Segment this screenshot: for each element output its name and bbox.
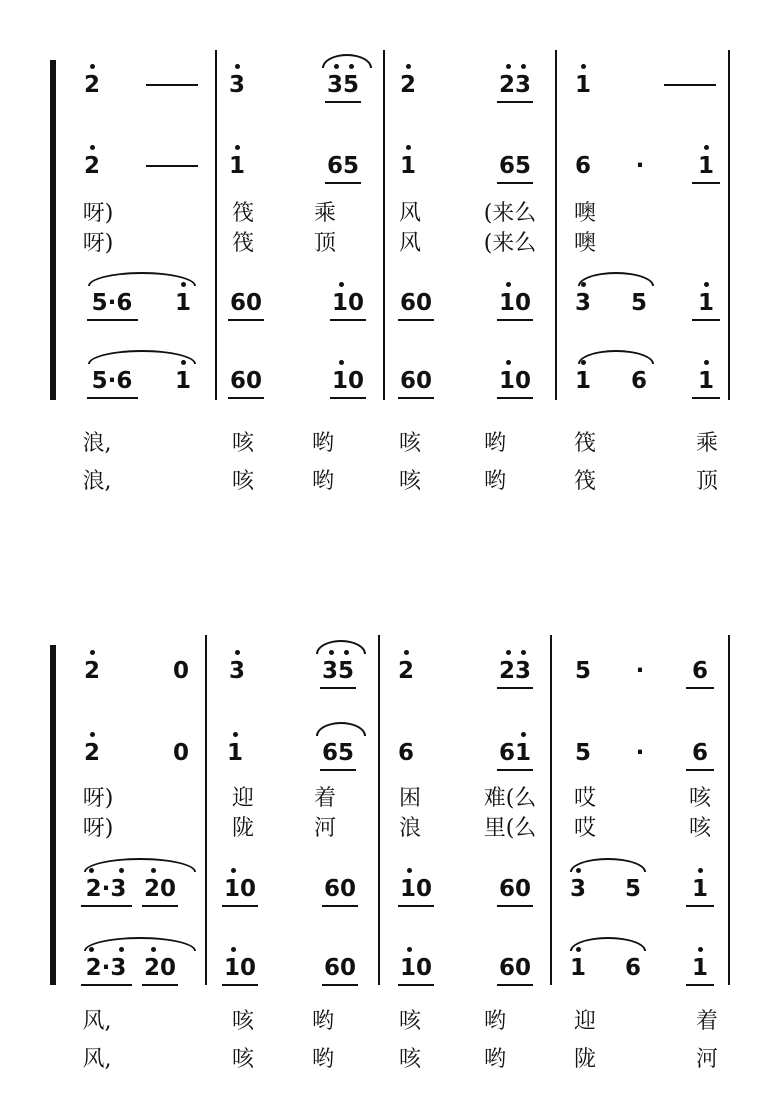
note: 35 xyxy=(326,72,360,98)
slur xyxy=(88,350,196,364)
barline xyxy=(550,635,552,985)
note: 5 xyxy=(624,876,642,902)
high-octave-dot xyxy=(581,64,586,69)
note: 23 xyxy=(498,72,532,98)
lyric-syllable: 哟 xyxy=(311,431,335,456)
lyric-syllable: 陇 xyxy=(573,1047,597,1072)
lyric-syllable: 呀) xyxy=(82,201,114,226)
beam-underline xyxy=(497,319,533,321)
beam-underline xyxy=(325,101,361,103)
lyric-syllable: 咳 xyxy=(231,431,255,456)
beam-underline xyxy=(398,319,434,321)
beam-underline xyxy=(222,905,258,907)
note: 2 xyxy=(399,72,417,98)
lyric-syllable: 河 xyxy=(313,816,337,841)
lyric-syllable: 咳 xyxy=(231,1047,255,1072)
lyric-syllable: 着 xyxy=(313,786,337,811)
high-octave-dot xyxy=(406,145,411,150)
beam-underline xyxy=(142,984,178,986)
lyric-syllable: 呀) xyxy=(82,786,114,811)
lyric-syllable: 顶 xyxy=(695,469,719,494)
note: 1 xyxy=(697,153,715,179)
note: 2 xyxy=(83,153,101,179)
note: 35 xyxy=(321,658,355,684)
note: 5·6 xyxy=(91,368,133,394)
extension-dash xyxy=(664,84,716,86)
note: · xyxy=(635,153,645,179)
lyric-syllable: 哟 xyxy=(483,431,507,456)
note: 6 xyxy=(624,955,642,981)
high-octave-dot xyxy=(704,145,709,150)
note: 3 xyxy=(228,658,246,684)
slur xyxy=(84,937,196,951)
lyric-syllable: 呀) xyxy=(82,231,114,256)
lyric-syllable: 哎 xyxy=(573,816,597,841)
lyric-syllable: 咳 xyxy=(231,1009,255,1034)
high-octave-dot xyxy=(506,650,511,655)
high-octave-dot xyxy=(506,64,511,69)
lyric-syllable: 咳 xyxy=(398,469,422,494)
note: 20 xyxy=(143,876,177,902)
note: 0 xyxy=(172,740,190,766)
note: 20 xyxy=(143,955,177,981)
beam-underline xyxy=(87,319,138,321)
note: · xyxy=(635,740,645,766)
note: 60 xyxy=(399,290,433,316)
note: 6 xyxy=(630,368,648,394)
lyric-syllable: 哎 xyxy=(573,786,597,811)
lyric-syllable: 迎 xyxy=(231,786,255,811)
beam-underline xyxy=(686,984,714,986)
lyric-syllable: 咳 xyxy=(688,786,712,811)
slur xyxy=(570,858,646,872)
beam-underline xyxy=(322,905,358,907)
beam-underline xyxy=(692,397,720,399)
high-octave-dot xyxy=(407,947,412,952)
lyric-syllable: 困 xyxy=(398,786,422,811)
note: 1 xyxy=(569,955,587,981)
beam-underline xyxy=(398,905,434,907)
lyric-syllable: 哟 xyxy=(311,1009,335,1034)
lyric-syllable: 筏 xyxy=(231,231,255,256)
system-brace xyxy=(50,60,56,400)
note: 10 xyxy=(498,290,532,316)
note: 1 xyxy=(399,153,417,179)
slur xyxy=(322,54,372,68)
lyric-syllable: 陇 xyxy=(231,816,255,841)
lyric-syllable: 咳 xyxy=(688,816,712,841)
note: 6 xyxy=(691,658,709,684)
note: 65 xyxy=(321,740,355,766)
note: 2 xyxy=(83,740,101,766)
lyric-syllable: (来么 xyxy=(483,201,537,226)
beam-underline xyxy=(692,182,720,184)
high-octave-dot xyxy=(235,64,240,69)
note: 5·6 xyxy=(91,290,133,316)
note: 23 xyxy=(498,658,532,684)
beam-underline xyxy=(398,984,434,986)
note: 1 xyxy=(228,153,246,179)
extension-dash xyxy=(146,165,198,167)
high-octave-dot xyxy=(521,650,526,655)
note: 61 xyxy=(498,740,532,766)
note: 5 xyxy=(630,290,648,316)
lyric-syllable: 噢 xyxy=(573,231,597,256)
barline xyxy=(555,50,557,400)
beam-underline xyxy=(81,984,132,986)
note: 1 xyxy=(574,368,592,394)
beam-underline xyxy=(142,905,178,907)
lyric-syllable: 风 xyxy=(398,231,422,256)
note: 1 xyxy=(174,290,192,316)
note: 10 xyxy=(223,876,257,902)
high-octave-dot xyxy=(231,947,236,952)
beam-underline xyxy=(497,905,533,907)
note: 10 xyxy=(498,368,532,394)
beam-underline xyxy=(325,182,361,184)
lyric-syllable: 咳 xyxy=(398,431,422,456)
note: 60 xyxy=(323,955,357,981)
high-octave-dot xyxy=(406,64,411,69)
lyric-syllable: 哟 xyxy=(483,1047,507,1072)
high-octave-dot xyxy=(233,732,238,737)
high-octave-dot xyxy=(506,360,511,365)
note: 10 xyxy=(399,955,433,981)
lyric-syllable: 哟 xyxy=(311,469,335,494)
lyric-syllable: 筏 xyxy=(231,201,255,226)
beam-underline xyxy=(497,769,533,771)
high-octave-dot xyxy=(704,282,709,287)
note: 60 xyxy=(498,876,532,902)
note: 1 xyxy=(226,740,244,766)
note: 1 xyxy=(697,290,715,316)
note: 0 xyxy=(172,658,190,684)
lyric-syllable: 噢 xyxy=(573,201,597,226)
note: 1 xyxy=(174,368,192,394)
barline xyxy=(728,50,730,400)
high-octave-dot xyxy=(698,868,703,873)
lyric-syllable: 顶 xyxy=(313,231,337,256)
beam-underline xyxy=(320,769,356,771)
barline xyxy=(383,50,385,400)
note: 1 xyxy=(574,72,592,98)
note: 5 xyxy=(574,740,592,766)
lyric-syllable: 咳 xyxy=(231,469,255,494)
lyric-syllable: 哟 xyxy=(483,469,507,494)
note: 3 xyxy=(228,72,246,98)
high-octave-dot xyxy=(698,947,703,952)
lyric-syllable: 难(么 xyxy=(483,786,537,811)
note: 1 xyxy=(697,368,715,394)
note: 10 xyxy=(331,368,365,394)
note: 1 xyxy=(691,955,709,981)
high-octave-dot xyxy=(90,732,95,737)
note: 5 xyxy=(574,658,592,684)
lyric-syllable: 河 xyxy=(695,1047,719,1072)
slur xyxy=(84,858,196,872)
slur xyxy=(578,272,654,286)
beam-underline xyxy=(322,984,358,986)
beam-underline xyxy=(497,984,533,986)
note: 65 xyxy=(498,153,532,179)
note: 65 xyxy=(326,153,360,179)
lyric-syllable: 哟 xyxy=(483,1009,507,1034)
beam-underline xyxy=(692,319,720,321)
high-octave-dot xyxy=(521,732,526,737)
barline xyxy=(728,635,730,985)
lyric-syllable: 咳 xyxy=(398,1047,422,1072)
lyric-syllable: 乘 xyxy=(313,201,337,226)
high-octave-dot xyxy=(404,650,409,655)
note: 60 xyxy=(229,290,263,316)
lyric-syllable: 风, xyxy=(82,1009,112,1034)
note: 2 xyxy=(83,72,101,98)
slur xyxy=(88,272,196,286)
lyric-syllable: 浪, xyxy=(82,469,112,494)
lyric-syllable: 着 xyxy=(695,1009,719,1034)
note: 2 xyxy=(83,658,101,684)
slur xyxy=(316,722,366,736)
lyric-syllable: 乘 xyxy=(695,431,719,456)
lyric-syllable: 浪, xyxy=(82,431,112,456)
note: 60 xyxy=(399,368,433,394)
lyric-syllable: 风, xyxy=(82,1047,112,1072)
high-octave-dot xyxy=(339,282,344,287)
beam-underline xyxy=(330,397,366,399)
note: 2·3 xyxy=(85,955,127,981)
high-octave-dot xyxy=(521,64,526,69)
lyric-syllable: 筏 xyxy=(573,431,597,456)
beam-underline xyxy=(497,397,533,399)
barline xyxy=(215,50,217,400)
lyric-syllable: 风 xyxy=(398,201,422,226)
slur xyxy=(316,640,366,654)
barline xyxy=(205,635,207,985)
lyric-syllable: 迎 xyxy=(573,1009,597,1034)
beam-underline xyxy=(330,319,366,321)
beam-underline xyxy=(686,769,714,771)
high-octave-dot xyxy=(704,360,709,365)
beam-underline xyxy=(87,397,138,399)
beam-underline xyxy=(320,687,356,689)
beam-underline xyxy=(497,182,533,184)
extension-dash xyxy=(146,84,198,86)
note: 1 xyxy=(691,876,709,902)
note: 10 xyxy=(223,955,257,981)
high-octave-dot xyxy=(90,650,95,655)
beam-underline xyxy=(398,397,434,399)
beam-underline xyxy=(686,905,714,907)
lyric-syllable: 咳 xyxy=(398,1009,422,1034)
note: 60 xyxy=(229,368,263,394)
note: 10 xyxy=(331,290,365,316)
note: 60 xyxy=(498,955,532,981)
lyric-syllable: 哟 xyxy=(311,1047,335,1072)
note: 2·3 xyxy=(85,876,127,902)
high-octave-dot xyxy=(407,868,412,873)
barline xyxy=(378,635,380,985)
high-octave-dot xyxy=(90,64,95,69)
beam-underline xyxy=(686,687,714,689)
lyric-syllable: 筏 xyxy=(573,469,597,494)
note: 60 xyxy=(323,876,357,902)
lyric-syllable: 里(么 xyxy=(483,816,537,841)
high-octave-dot xyxy=(231,868,236,873)
note: 2 xyxy=(397,658,415,684)
note: · xyxy=(635,658,645,684)
high-octave-dot xyxy=(235,145,240,150)
system-brace xyxy=(50,645,56,985)
beam-underline xyxy=(497,687,533,689)
lyric-syllable: (来么 xyxy=(483,231,537,256)
high-octave-dot xyxy=(339,360,344,365)
note: 6 xyxy=(691,740,709,766)
note: 3 xyxy=(569,876,587,902)
beam-underline xyxy=(222,984,258,986)
lyric-syllable: 浪 xyxy=(398,816,422,841)
high-octave-dot xyxy=(506,282,511,287)
note: 10 xyxy=(399,876,433,902)
high-octave-dot xyxy=(235,650,240,655)
beam-underline xyxy=(228,319,264,321)
note: 6 xyxy=(574,153,592,179)
lyric-syllable: 呀) xyxy=(82,816,114,841)
high-octave-dot xyxy=(90,145,95,150)
beam-underline xyxy=(81,905,132,907)
beam-underline xyxy=(497,101,533,103)
slur xyxy=(570,937,646,951)
slur xyxy=(578,350,654,364)
note: 6 xyxy=(397,740,415,766)
beam-underline xyxy=(228,397,264,399)
note: 3 xyxy=(574,290,592,316)
